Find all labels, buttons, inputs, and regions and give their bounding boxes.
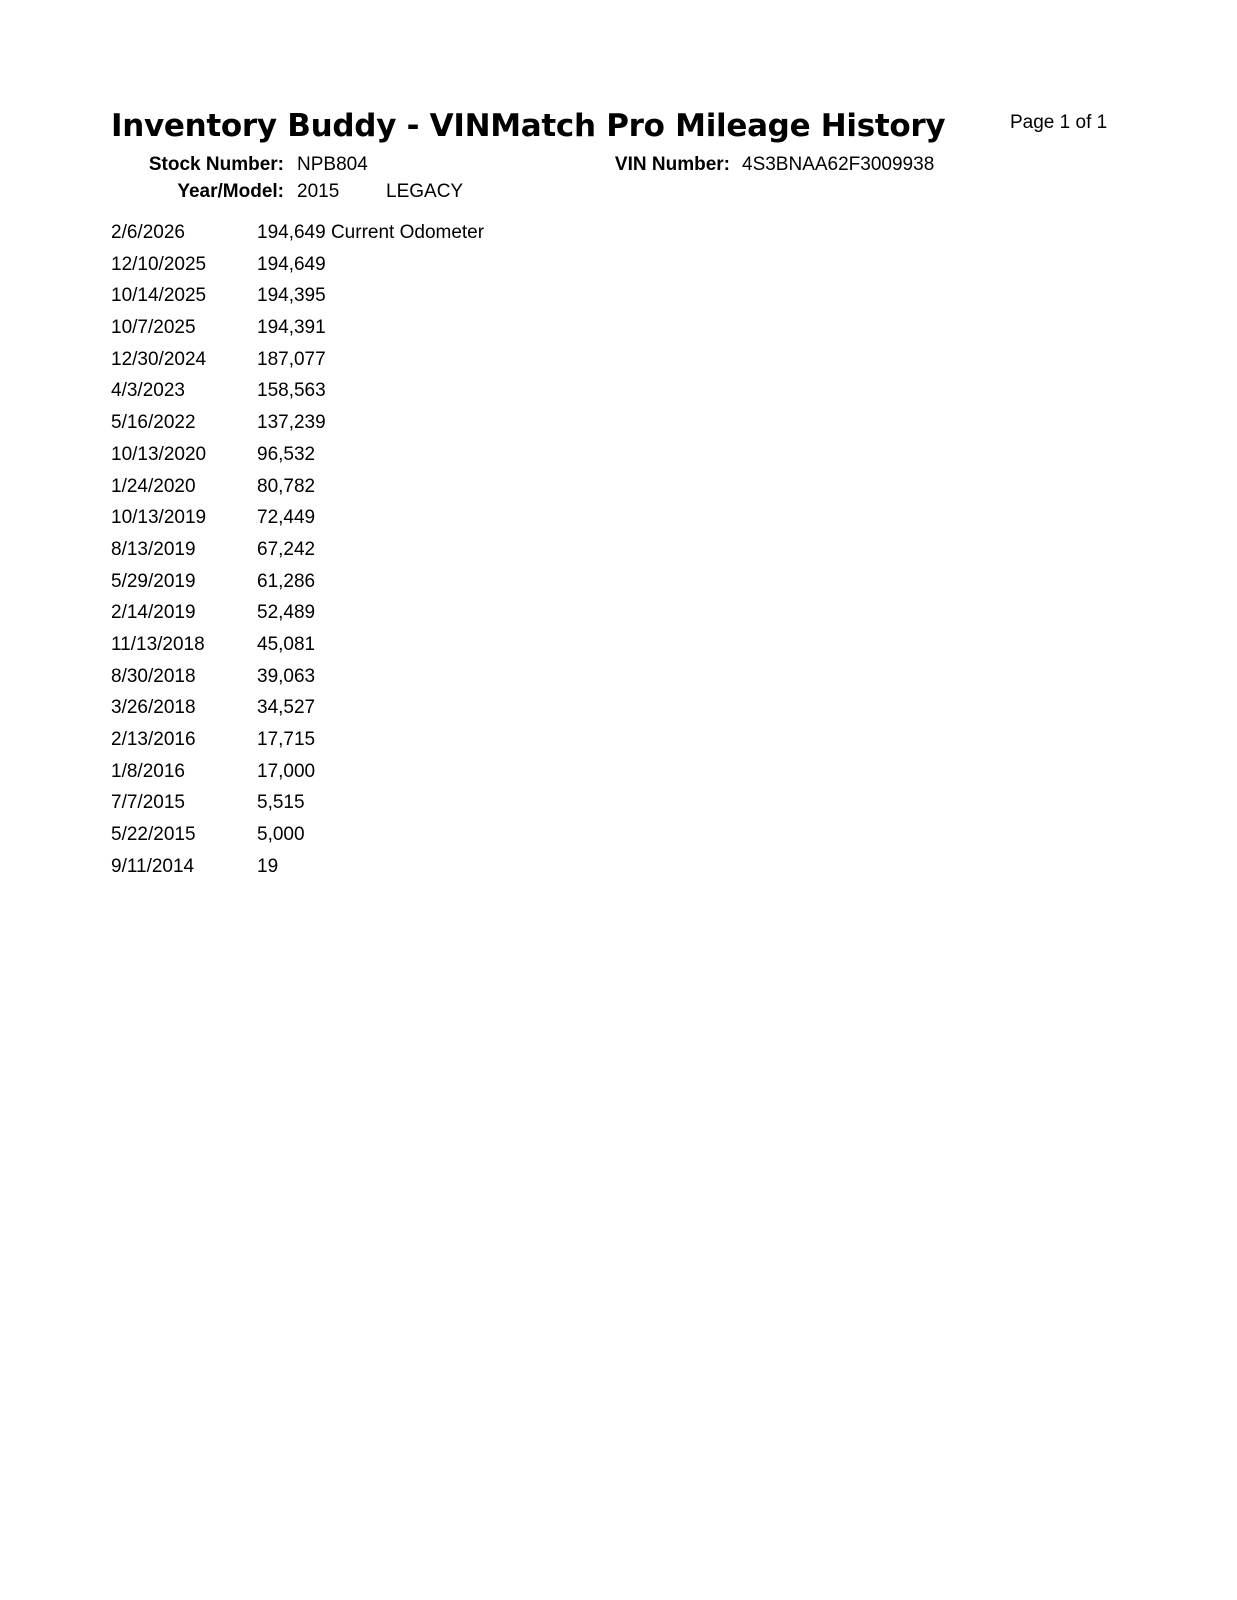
year-model-label: Year/Model: [177, 181, 284, 202]
history-date: 8/13/2019 [111, 538, 196, 560]
history-date: 2/6/2026 [111, 222, 185, 243]
history-mileage: 194,395 [257, 285, 326, 307]
history-mileage: 61,286 [257, 570, 316, 592]
history-mileage: 187,077 [257, 348, 326, 370]
history-date: 5/16/2022 [111, 412, 196, 434]
history-mileage: 194,649 Current Odometer [257, 222, 485, 243]
history-mileage: 17,000 [257, 760, 316, 782]
history-mileage: 52,489 [257, 602, 316, 624]
history-date: 2/13/2016 [111, 729, 196, 750]
stock-number-label: Stock Number: [148, 154, 284, 175]
history-mileage: 72,449 [257, 507, 316, 529]
history-mileage: 19 [257, 855, 279, 877]
history-date: 12/10/2025 [111, 253, 207, 275]
history-mileage: 5,515 [257, 792, 305, 814]
history-mileage: 96,532 [257, 443, 316, 465]
page-number: Page 1 of 1 [1010, 112, 1108, 133]
history-mileage: 34,527 [257, 697, 316, 719]
history-mileage: 80,782 [257, 475, 316, 497]
history-date: 10/7/2025 [111, 317, 196, 339]
year-value: 2015 [297, 181, 340, 202]
history-mileage: 17,715 [257, 729, 316, 750]
history-date: 9/11/2014 [111, 855, 195, 877]
model-value: LEGACY [386, 181, 464, 202]
vin-number-label: VIN Number: [614, 154, 730, 175]
report-title: Inventory Buddy - VINMatch Pro Mileage History [111, 108, 946, 144]
history-date: 5/29/2019 [111, 570, 196, 592]
history-date: 4/3/2023 [111, 380, 185, 402]
history-mileage: 194,649 [257, 253, 326, 275]
history-date: 1/24/2020 [111, 475, 196, 497]
history-date: 5/22/2015 [111, 824, 196, 846]
history-mileage: 158,563 [257, 380, 326, 402]
history-mileage: 137,239 [257, 412, 326, 434]
history-date: 7/7/2015 [111, 792, 185, 814]
history-date: 3/26/2018 [111, 697, 196, 719]
history-mileage: 45,081 [257, 633, 316, 655]
stock-number-value: NPB804 [297, 154, 368, 175]
history-date: 8/30/2018 [111, 665, 196, 687]
history-date: 11/13/2018 [111, 633, 205, 655]
history-mileage: 5,000 [257, 824, 305, 846]
history-date: 12/30/2024 [111, 348, 207, 370]
history-date: 10/13/2019 [111, 507, 207, 529]
history-date: 1/8/2016 [111, 760, 185, 782]
history-date: 10/14/2025 [111, 285, 207, 307]
history-date: 2/14/2019 [111, 602, 196, 624]
history-mileage: 194,391 [257, 317, 326, 339]
history-date: 10/13/2020 [111, 443, 207, 465]
vin-number-value: 4S3BNAA62F3009938 [742, 154, 935, 175]
history-mileage: 67,242 [257, 538, 316, 560]
history-mileage: 39,063 [257, 665, 316, 687]
